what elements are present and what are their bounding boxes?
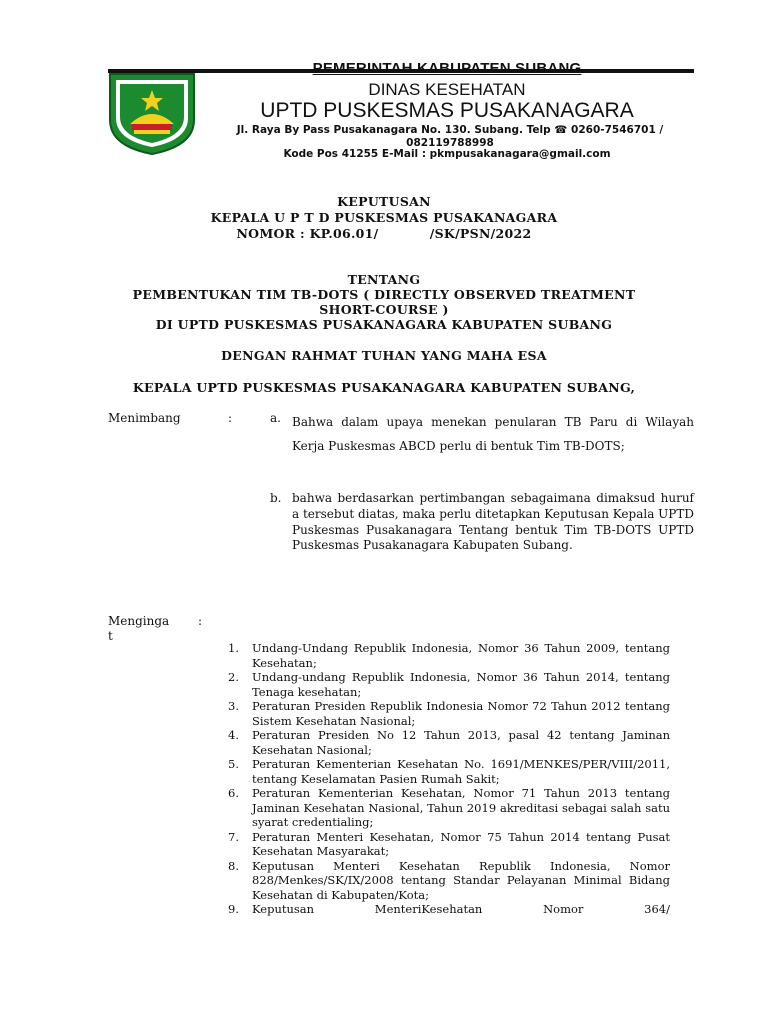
legal-reference-number: 8. [228, 858, 239, 873]
legal-reference-number: 3. [228, 699, 239, 713]
legal-reference-text: Peraturan Presiden No 12 Tahun 2013, pasal 42 tentang Jaminan Kesehatan Nasional; [252, 728, 670, 757]
legal-reference-item [228, 699, 670, 728]
legal-reference-number: 7. [228, 829, 239, 844]
legal-reference-text: Undang-undang Republik Indonesia, Nomor 36 Tahun 2014, tentang Tenaga kesehatan; [252, 670, 670, 699]
subject-line-1: PEMBENTUKAN TIM TB-DOTS ( DIRECTLY OBSERVED TREATMENT [132, 287, 636, 302]
puskesmas-logo [104, 68, 200, 156]
legal-reference-item [228, 728, 670, 757]
legal-reference-number: 2. [228, 670, 239, 684]
subject-line-2: SHORT-COURSE ) [319, 302, 449, 317]
subject-line-3: DI UPTD PUSKESMAS PUSAKANAGARA KABUPATEN SUBANG [155, 317, 613, 332]
menimbang-label: Menimbang [108, 411, 181, 425]
legal-reference-text: Peraturan Kementerian Kesehatan, Nomor 71 Tahun 2013 tentang Jaminan Kesehatan Nasional, Tahun 2019 akreditasi sebagai salah satu syarat credentialing; [252, 786, 670, 829]
about-label: TENTANG [347, 272, 421, 287]
menimbang-colon: : [228, 411, 233, 425]
legal-reference-text: Keputusan Menteri Kesehatan Republik Indonesia, Nomor 828/Menkes/SK/IX/2008 tentang Standar Pelayanan Minimal Bidang Kesehatan di Kabupaten/Kota; [252, 858, 670, 902]
consideration-b: bahwa berdasarkan pertimbangan sebagaimana dimaksud huruf a tersebut diatas, maka perlu ditetapkan Keputusan Kepala UPTD Puskesmas Pusakanagara Tentang bentuk Tim TB-DOTS UPTD Puskesmas Pusakanagara Kabupaten Subang. [292, 491, 694, 553]
unit-name: UPTD PUSKESMAS PUSAKANAGARA [260, 99, 634, 122]
consideration-a: Bahwa dalam upaya menekan penularan TB Paru di Wilayah Kerja Puskesmas ABCD perlu di bentuk Tim TB-DOTS; [292, 415, 694, 453]
decree-title: KEPUTUSAN [337, 194, 431, 209]
legal-reference-text: Peraturan Menteri Kesehatan, Nomor 75 Tahun 2014 tentang Pusat Kesehatan Masyarakat; [252, 829, 670, 858]
consideration-b-marker: b. [270, 491, 282, 505]
mengingat-label-wrap: t [108, 629, 113, 643]
legal-reference-number: 4. [228, 728, 239, 742]
legal-reference-number: 1. [228, 641, 239, 655]
legal-reference-item [228, 641, 670, 670]
consideration-a-marker: a. [270, 411, 281, 425]
legal-reference-text: Keputusan MenteriKesehatan Nomor 364/ [252, 902, 670, 916]
gov-name: PEMERINTAH KABUPATEN SUBANG [312, 60, 582, 77]
legal-reference-text: Peraturan Kementerian Kesehatan No. 1691/MENKES/PER/VIII/2011, tentang Keselamatan Pasien Rumah Sakit; [252, 757, 670, 786]
legal-reference-item [228, 830, 670, 859]
decree-issuer: KEPALA U P T D PUSKESMAS PUSAKANAGARA [210, 210, 558, 225]
legal-reference-text: Peraturan Presiden Republik Indonesia Nomor 72 Tahun 2012 tentang Sistem Kesehatan Nasional; [252, 699, 670, 728]
mengingat-label: Menginga [108, 614, 170, 628]
legal-reference-item [228, 786, 670, 830]
legal-reference-list [228, 641, 670, 917]
legal-reference-item [228, 859, 670, 903]
legal-reference-number: 5. [228, 757, 239, 771]
decree-number: NOMOR : KP.06.01/ /SK/PSN/2022 [236, 226, 532, 241]
dept-name: DINAS KESEHATAN [368, 80, 526, 99]
blessing: DENGAN RAHMAT TUHAN YANG MAHA ESA [221, 348, 547, 363]
legal-reference-item [228, 757, 670, 786]
head-title: KEPALA UPTD PUSKESMAS PUSAKANAGARA KABUPATEN SUBANG, [132, 380, 636, 395]
contact-line: Kode Pos 41255 E-Mail : pkmpusakanagara@gmail.com [283, 148, 611, 160]
legal-reference-item [228, 902, 670, 917]
address: Jl. Raya By Pass Pusakanagara No. 130. Subang. Telp ☎ 0260-7546701 / 082119788998 [236, 124, 664, 149]
mengingat-colon: : [198, 614, 203, 628]
legal-reference-item [228, 670, 670, 699]
legal-reference-text: Undang-Undang Republik Indonesia, Nomor 36 Tahun 2009, tentang Kesehatan; [252, 641, 670, 670]
legal-reference-number: 6. [228, 786, 239, 800]
legal-reference-number: 9. [228, 902, 239, 916]
